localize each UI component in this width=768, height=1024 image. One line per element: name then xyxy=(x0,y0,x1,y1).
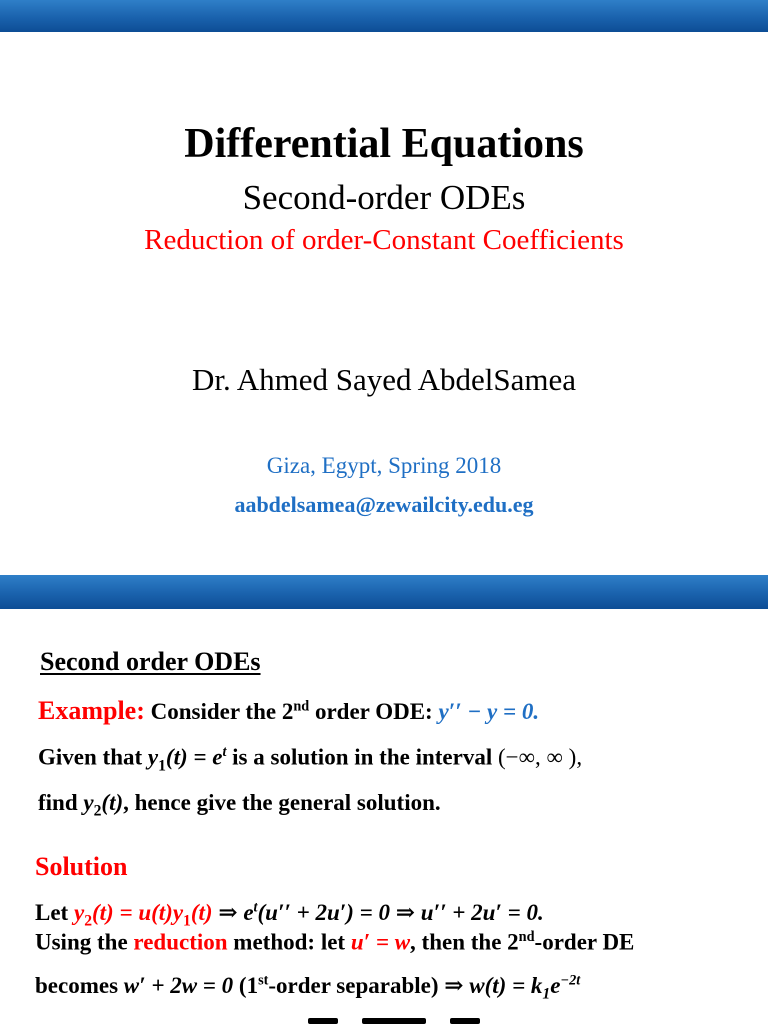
using-text-3: , then the 2 xyxy=(410,929,519,955)
example-label: Example: xyxy=(38,696,145,725)
location-date: Giza, Egypt, Spring 2018 xyxy=(266,453,502,478)
cut-off-glyphs-3 xyxy=(450,1018,480,1024)
becomes-math-3: e xyxy=(550,973,561,998)
example-statement xyxy=(38,696,539,726)
becomes-text-1: becomes xyxy=(35,973,124,998)
given-interval: (−∞, ∞ ), xyxy=(497,744,583,770)
using-red-word: reduction xyxy=(133,929,228,955)
using-text-4: -order DE xyxy=(534,929,635,955)
given-y1-sub: 1 xyxy=(158,757,166,775)
slide-title: Differential Equations xyxy=(184,121,584,167)
given-text-1: Given that xyxy=(38,744,148,770)
let-red-1: y xyxy=(73,900,85,925)
becomes-math-sup: −2t xyxy=(560,972,581,989)
using-text-1: Using the xyxy=(35,929,134,955)
becomes-math-2: w(t) = k xyxy=(469,973,543,998)
given-y1: y xyxy=(147,744,159,770)
example-text-2: order ODE: xyxy=(309,699,439,724)
becomes-sup: st xyxy=(258,972,269,989)
find-y2-sub: 2 xyxy=(93,802,102,820)
let-rest-1: ⇒ e xyxy=(212,900,254,925)
author-name: Dr. Ahmed Sayed AbdelSamea xyxy=(192,362,576,397)
given-y1-arg: (t) = e xyxy=(165,744,223,770)
let-rest-2: (u′′ + 2u′) = 0 ⇒ u′′ + 2u′ = 0. xyxy=(257,900,544,925)
find-statement xyxy=(38,790,441,821)
solution-using-line xyxy=(35,929,634,956)
author-email[interactable]: aabdelsamea@zewailcity.edu.eg xyxy=(234,492,534,517)
find-y2-arg: (t) xyxy=(101,790,124,815)
example-text-1: Consider the 2 xyxy=(144,699,294,724)
becomes-math-1: w′ + 2w = 0 xyxy=(123,973,234,998)
becomes-text-3: -order separable) ⇒ xyxy=(268,973,470,998)
solution-becomes-line xyxy=(35,972,580,1004)
given-text-2: is a solution in the interval xyxy=(226,744,498,770)
cut-off-next-line xyxy=(300,1012,500,1024)
example-sup: nd xyxy=(293,698,310,715)
let-red-3: (t) xyxy=(190,900,213,925)
using-sup: nd xyxy=(518,929,535,945)
find-text-1: find xyxy=(38,790,84,815)
solution-let-line xyxy=(35,899,544,931)
let-text-1: Let xyxy=(35,900,74,925)
using-text-2: method: let xyxy=(227,929,351,955)
cut-off-glyphs-1 xyxy=(308,1018,338,1024)
slide-subtitle-red: Reduction of order-Constant Coefficients xyxy=(144,224,624,256)
find-text-2: , hence give the general solution. xyxy=(123,790,441,815)
example-slide-heading: Second order ODEs xyxy=(40,647,261,676)
solution-heading: Solution xyxy=(35,852,128,881)
becomes-text-2: (1 xyxy=(233,973,259,998)
slide-divider-band xyxy=(0,575,768,609)
becomes-sub: 1 xyxy=(542,985,551,1003)
slide-subtitle: Second-order ODEs xyxy=(242,178,526,217)
let-red-2: (t) = u(t)y xyxy=(92,900,184,925)
cut-off-glyphs-2 xyxy=(362,1018,426,1024)
top-header-band xyxy=(0,0,768,32)
given-statement xyxy=(38,744,582,775)
let-red-sub-1: 2 xyxy=(84,912,92,930)
find-y2: y xyxy=(83,790,94,815)
example-equation: y′′ − y = 0. xyxy=(438,699,540,724)
using-red-math: u′ = w xyxy=(350,929,411,955)
given-y1-sup: t xyxy=(222,744,227,760)
let-rest-sup: t xyxy=(253,899,258,916)
let-red-sub-2: 1 xyxy=(183,912,191,930)
